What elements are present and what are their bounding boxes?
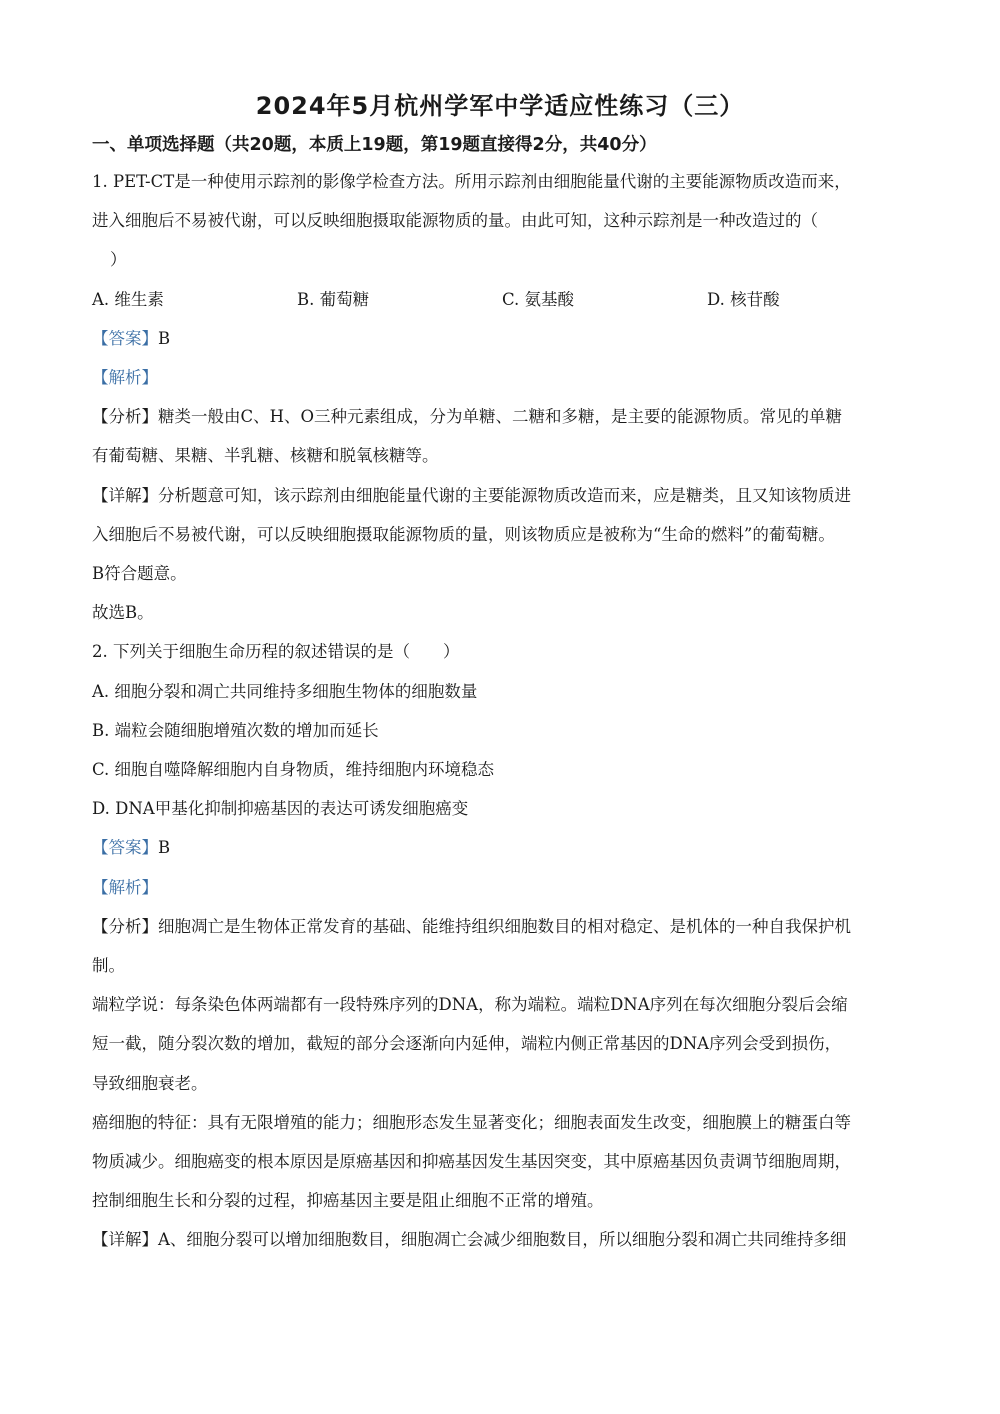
q1-fenxi-line-1 bbox=[92, 397, 912, 436]
q1-xiangjie-line-3: B符合题意。 bbox=[92, 564, 187, 584]
q2-telomere-line-1: 端粒学说：每条染色体两端都有一段特殊序列的DNA，称为端粒。端粒DNA序列在每次细胞分裂后会缩 bbox=[92, 995, 848, 1015]
q1-answer bbox=[92, 319, 912, 358]
q2-option-a: A. 细胞分裂和凋亡共同维持多细胞生物体的细胞数量 bbox=[92, 681, 478, 701]
q1-fenxi-line-2: 有葡萄糖、果糖、半乳糖、核糖和脱氧核糖等。 bbox=[92, 446, 439, 466]
q2-fenxi-line-2: 制。 bbox=[92, 956, 125, 976]
q2-answer bbox=[92, 828, 912, 867]
q1-stem-line-3: ） bbox=[110, 250, 127, 270]
answer-value: B bbox=[158, 838, 171, 858]
q1-analysis-heading bbox=[92, 358, 912, 397]
q1-conclusion: 故选B。 bbox=[92, 603, 154, 623]
q1-xiangjie-line-1 bbox=[92, 476, 912, 515]
q1-option-c: C. 氨基酸 bbox=[502, 289, 575, 309]
q1-stem-line-2: 进入细胞后不易被代谢，可以反映细胞摄取能源物质的量。由此可知，这种示踪剂是一种改造过的（ bbox=[92, 211, 818, 231]
q2-xiangjie-line-1 bbox=[92, 1220, 912, 1259]
document-body bbox=[92, 162, 912, 1260]
q2-cancer-line-3: 控制细胞生长和分裂的过程，抑癌基因主要是阻止细胞不正常的增殖。 bbox=[92, 1191, 604, 1211]
q2-cancer-line-1: 癌细胞的特征：具有无限增殖的能力；细胞形态发生显著变化；细胞表面发生改变，细胞膜上的糖蛋白等 bbox=[92, 1112, 851, 1132]
q2-stem: 2. 下列关于细胞生命历程的叙述错误的是（ ） bbox=[92, 642, 460, 662]
answer-tag: 【答案】 bbox=[92, 328, 158, 348]
xiangjie-text: 分析题意可知，该示踪剂由细胞能量代谢的主要能源物质改造而来，应是糖类，且又知该物质进 bbox=[158, 485, 851, 505]
xiangjie-tag: 【详解】 bbox=[92, 1230, 158, 1250]
q2-telomere-line-2: 短一截，随分裂次数的增加，截短的部分会逐渐向内延伸，端粒内侧正常基因的DNA序列会受到损伤， bbox=[92, 1034, 842, 1054]
q1-option-a: A. 维生素 bbox=[92, 289, 164, 309]
xiangjie-text: A、细胞分裂可以增加细胞数目，细胞凋亡会减少细胞数目，所以细胞分裂和凋亡共同维持多细 bbox=[158, 1230, 847, 1250]
q1-xiangjie-line-2: 入细胞后不易被代谢，可以反映细胞摄取能源物质的量，则该物质应是被称为“生命的燃料”的葡萄糖。 bbox=[92, 524, 835, 544]
fenxi-text: 糖类一般由C、H、O三种元素组成，分为单糖、二糖和多糖，是主要的能源物质。常见的单糖 bbox=[158, 407, 843, 427]
section-heading: 一、单项选择题（共20题，本质上19题，第19题直接得2分，共40分） bbox=[92, 135, 657, 155]
xiangjie-tag: 【详解】 bbox=[92, 485, 158, 505]
fenxi-tag: 【分析】 bbox=[92, 407, 158, 427]
q2-analysis-heading bbox=[92, 868, 912, 907]
q2-option-d: D. DNA甲基化抑制抑癌基因的表达可诱发细胞癌变 bbox=[92, 799, 469, 819]
q1-option-b: B. 葡萄糖 bbox=[297, 289, 370, 309]
q2-cancer-line-2: 物质减少。细胞癌变的根本原因是原癌基因和抑癌基因发生基因突变，其中原癌基因负责调节细胞周期， bbox=[92, 1152, 851, 1172]
q1-options bbox=[92, 280, 912, 319]
analysis-tag: 【解析】 bbox=[92, 877, 158, 897]
q2-option-b: B. 端粒会随细胞增殖次数的增加而延长 bbox=[92, 720, 379, 740]
fenxi-tag: 【分析】 bbox=[92, 916, 158, 936]
analysis-tag: 【解析】 bbox=[92, 368, 158, 388]
answer-value: B bbox=[158, 328, 171, 348]
fenxi-text: 细胞凋亡是生物体正常发育的基础、能维持组织细胞数目的相对稳定、是机体的一种自我保护机 bbox=[158, 916, 851, 936]
q1-stem-line-1: 1. PET-CT是一种使用示踪剂的影像学检查方法。所用示踪剂由细胞能量代谢的主要能源物质改造而来， bbox=[92, 172, 851, 191]
q2-option-c: C. 细胞自噬降解细胞内自身物质，维持细胞内环境稳态 bbox=[92, 760, 495, 780]
q2-telomere-line-3: 导致细胞衰老。 bbox=[92, 1073, 208, 1093]
answer-tag: 【答案】 bbox=[92, 838, 158, 858]
q1-option-d: D. 核苷酸 bbox=[707, 289, 780, 309]
q2-fenxi-line-1 bbox=[92, 907, 912, 946]
page-title: 2024年5月杭州学军中学适应性练习（三） bbox=[255, 92, 745, 120]
